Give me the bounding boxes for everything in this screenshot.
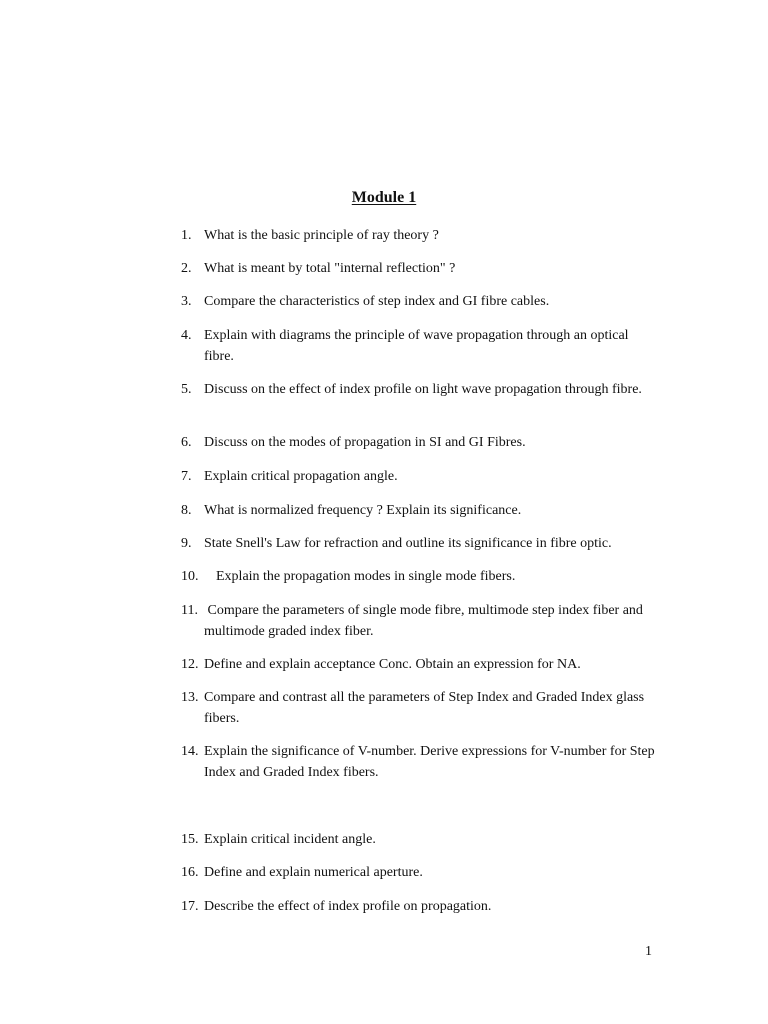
question-number: 3. [181,294,192,309]
question-text: Explain the significance of V-number. Derive expressions for V-number for Step Index and Graded Index fibers. [204,744,655,780]
question-text: Explain critical incident angle. [204,832,376,847]
question-number: 6. [181,435,192,450]
question-item [181,533,661,554]
question-number: 7. [181,469,192,484]
question-text: Compare the parameters of single mode fibre, multimode step index fiber and multimode graded index fiber. [204,603,647,639]
question-number: 8. [181,503,192,518]
question-item [181,379,661,400]
question-text: Explain the propagation modes in single mode fibers. [209,569,516,584]
question-text: What is meant by total "internal reflection" ? [204,261,456,276]
question-number: 11. [181,603,198,618]
question-number: 17. [181,899,199,914]
question-item [181,654,661,675]
question-item [181,566,661,587]
question-item [181,466,661,487]
question-text: Compare the characteristics of step index and GI fibre cables. [204,294,550,309]
question-item [181,500,661,521]
question-number: 2. [181,261,192,276]
question-number: 14. [181,744,199,759]
question-number: 10. [181,569,199,584]
question-text: Compare and contrast all the parameters of Step Index and Graded Index glass fibers. [204,690,645,726]
question-text: Explain with diagrams the principle of wave propagation through an optical fibre. [204,328,629,364]
question-number: 5. [181,382,192,397]
module-title: Module 1 [351,189,417,206]
question-item [181,687,661,729]
question-text: Define and explain acceptance Conc. Obtain an expression for NA. [204,657,581,672]
question-item [181,600,661,642]
question-item [181,896,661,917]
question-item [181,291,661,312]
question-number: 1. [181,228,192,243]
question-number: 12. [181,657,199,672]
question-text: Discuss on the modes of propagation in SI and GI Fibres. [204,435,526,450]
question-item [181,432,661,453]
question-text: Describe the effect of index profile on propagation. [204,899,492,914]
question-item [181,862,661,883]
page-number: 1 [645,944,652,959]
question-item [181,829,661,850]
question-text: State Snell's Law for refraction and outline its significance in fibre optic. [204,536,612,551]
question-text: Discuss on the effect of index profile on light wave propagation through fibre. [204,382,642,397]
question-text: Define and explain numerical aperture. [204,865,423,880]
question-text: Explain critical propagation angle. [204,469,398,484]
question-text: What is normalized frequency ? Explain its significance. [204,503,522,518]
question-text: What is the basic principle of ray theory ? [204,228,439,243]
question-number: 15. [181,832,199,847]
question-item [181,741,661,783]
question-number: 13. [181,690,199,705]
question-number: 4. [181,328,192,343]
question-item [181,325,661,367]
question-item [181,258,661,279]
question-number: 16. [181,865,199,880]
question-item [181,225,661,246]
question-number: 9. [181,536,192,551]
